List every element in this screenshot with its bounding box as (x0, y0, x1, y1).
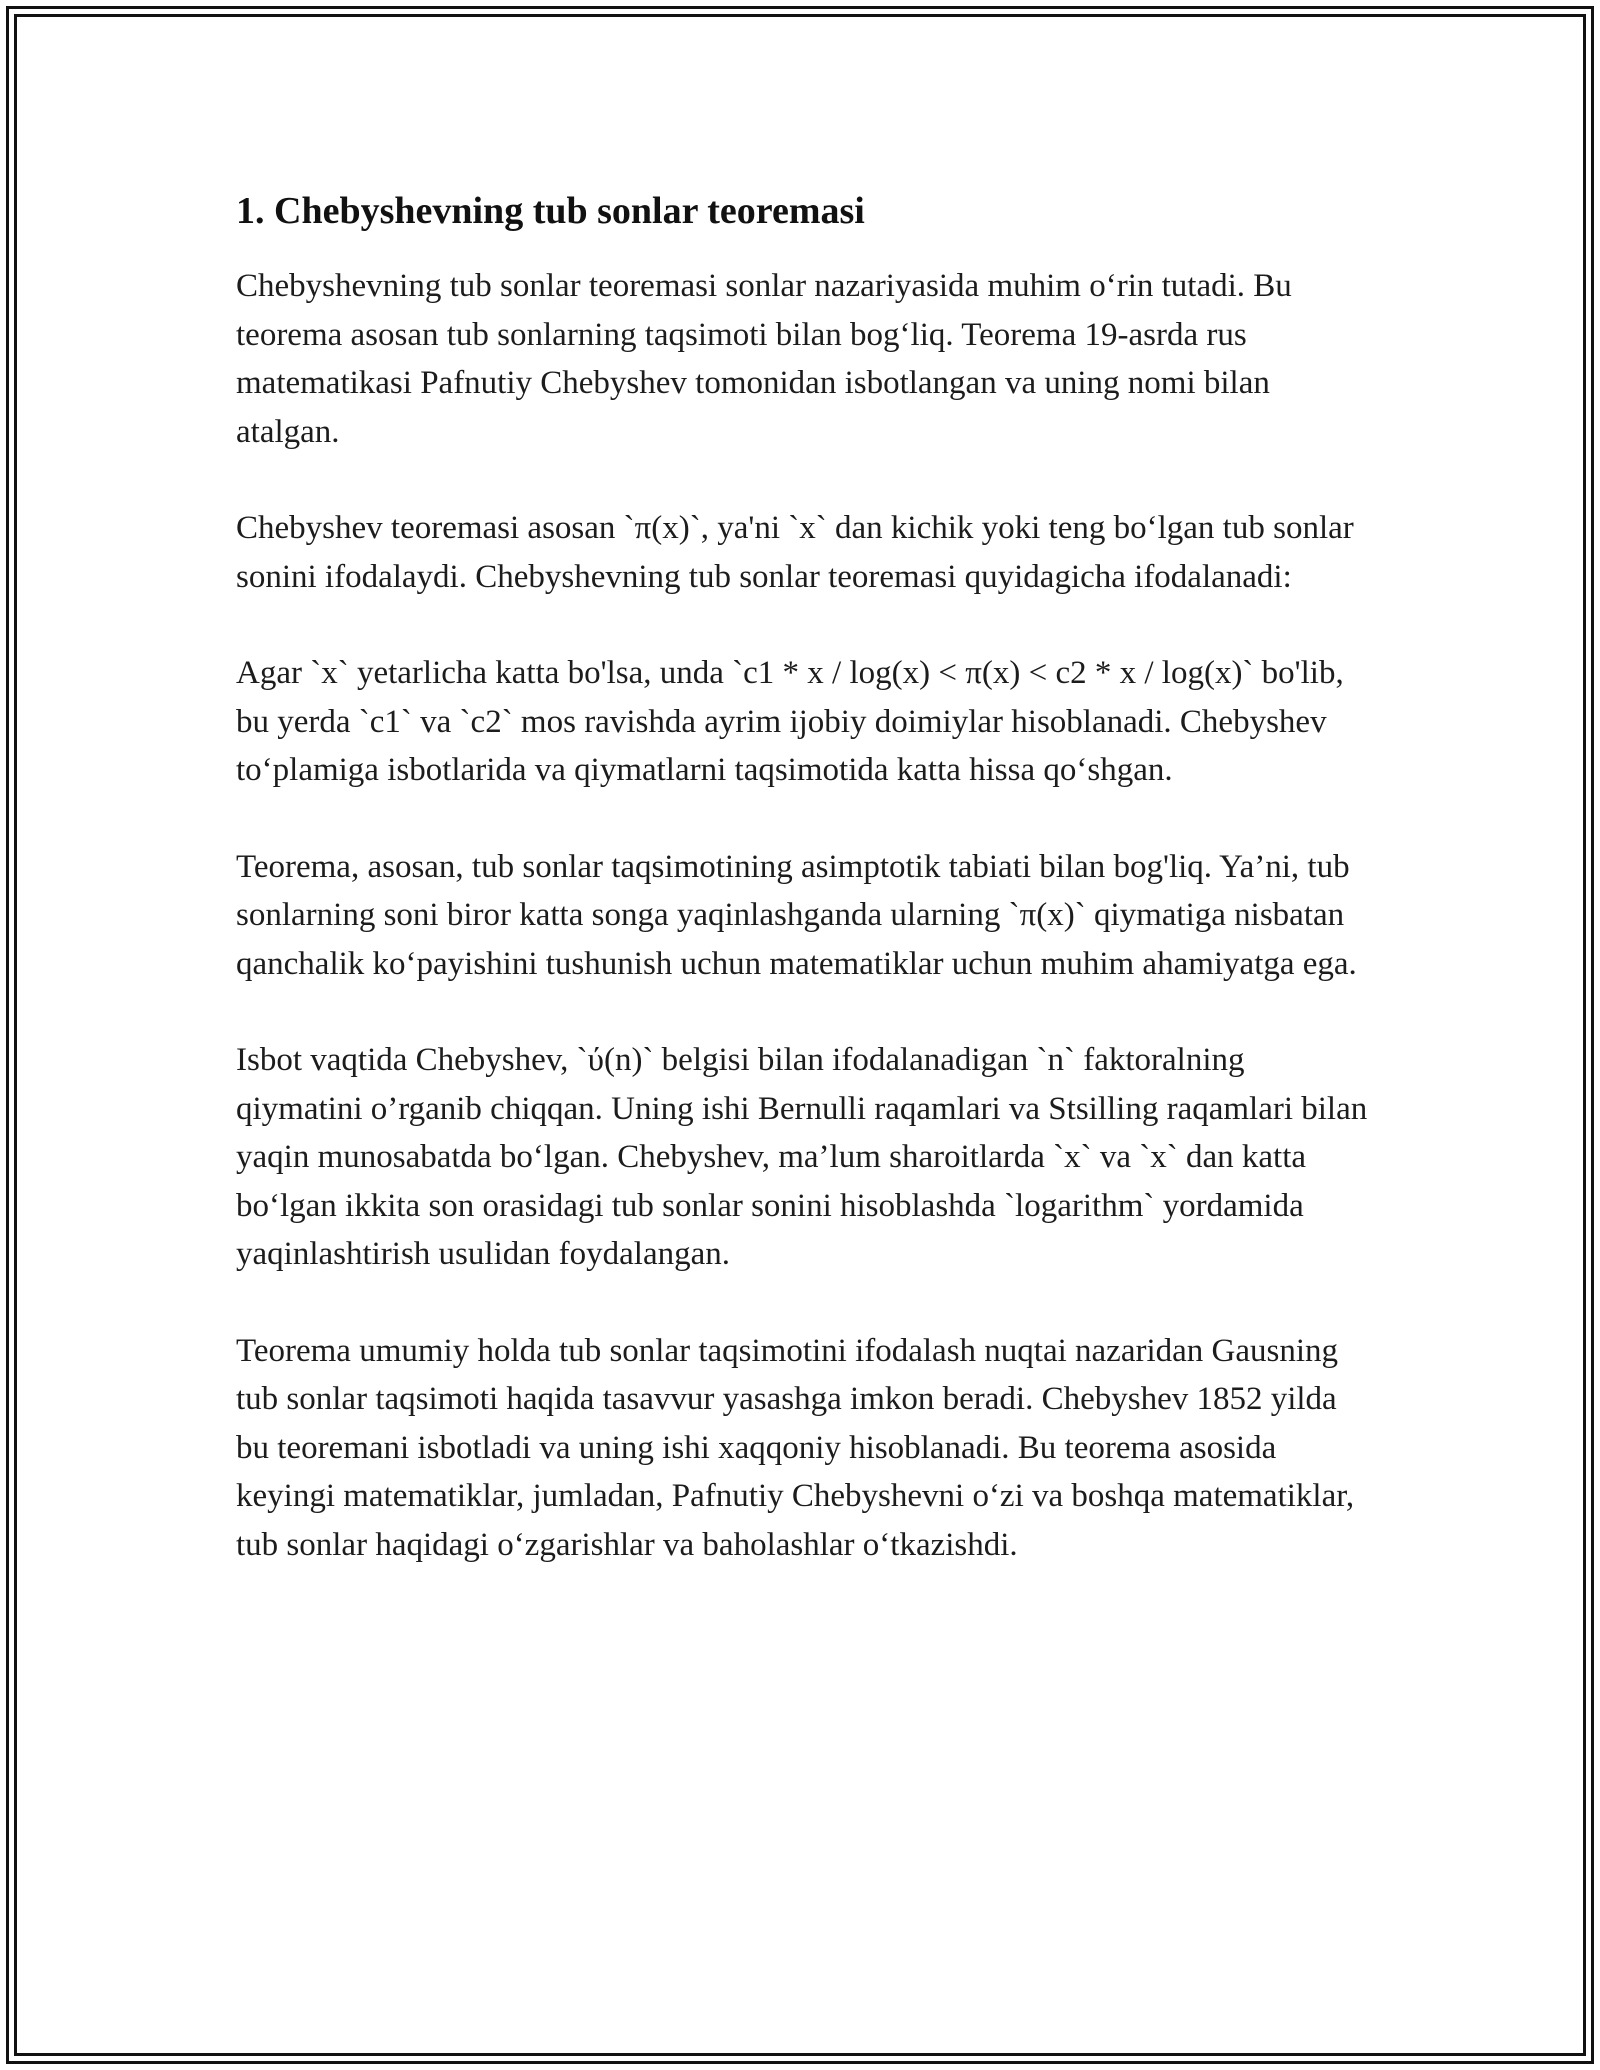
document-body (236, 186, 1376, 1617)
paragraph-5: Isbot vaqtida Chebyshev, `ύ(n)` belgisi bilan ifodalanadigan `n` faktoralning qiymatini o’rganib chiqqan. Uning ishi Bernulli raqamlari va Stsilling raqamlari bilan yaqin munosabatda bo‘lgan. Chebyshev, ma’lum sharoitlarda `x` va `x` dan katta bo‘lgan ikkita son orasidagi tub sonlar sonini hisoblashda `logarithm` yordamida yaqinlashtirish usulidan foydalangan. (236, 1042, 1368, 1272)
paragraph-6: Teorema umumiy holda tub sonlar taqsimotini ifodalash nuqtai nazaridan Gausning tub sonlar taqsimoti haqida tasavvur yasashga imkon beradi. Chebyshev 1852 yilda bu teoremani isbotladi va uning ishi xaqqoniy hisoblanadi. Bu teorema asosida keyingi matematiklar, jumladan, Pafnutiy Chebyshevni o‘zi va boshqa matematiklar, tub sonlar haqidagi o‘zgarishlar va baholashlar o‘tkazishdi. (236, 1332, 1355, 1563)
document-title: 1. Chebyshevning tub sonlar teoremasi (236, 190, 865, 232)
paragraph-4: Teorema, asosan, tub sonlar taqsimotining asimptotik tabiati bilan bog'liq. Ya’ni, tub sonlarning soni biror katta songa yaqinlashganda ularning `π(x)` qiymatiga nisbatan qanchalik ko‘payishini tushunish uchun matematiklar uchun muhim ahamiyatga ega. (236, 848, 1357, 982)
paragraph-1: Chebyshevning tub sonlar teoremasi sonlar nazariyasida muhim o‘rin tutadi. Bu teorema asosan tub sonlarning taqsimoti bilan bog‘liq. Teorema 19-asrda rus matematikasi Pafnutiy Chebyshev tomonidan isbotlangan va uning nomi bilan atalgan. (236, 268, 1292, 450)
paragraph-2: Chebyshev teoremasi asosan `π(x)`, ya'ni `x` dan kichik yoki teng bo‘lgan tub sonlar sonini ifodalaydi. Chebyshevning tub sonlar teoremasi quyidagicha ifodalanadi: (236, 510, 1354, 595)
paragraph-3: Agar `x` yetarlicha katta bo'lsa, unda `c1 * x / log(x) < π(x) < c2 * x / log(x)` bo'lib, bu yerda `c1` va `c2` mos ravishda ayrim ijobiy doimiylar hisoblanadi. Chebyshev to‘plamiga isbotlarida va qiymatlarni taqsimotida katta hissa qo‘shgan. (236, 655, 1344, 788)
